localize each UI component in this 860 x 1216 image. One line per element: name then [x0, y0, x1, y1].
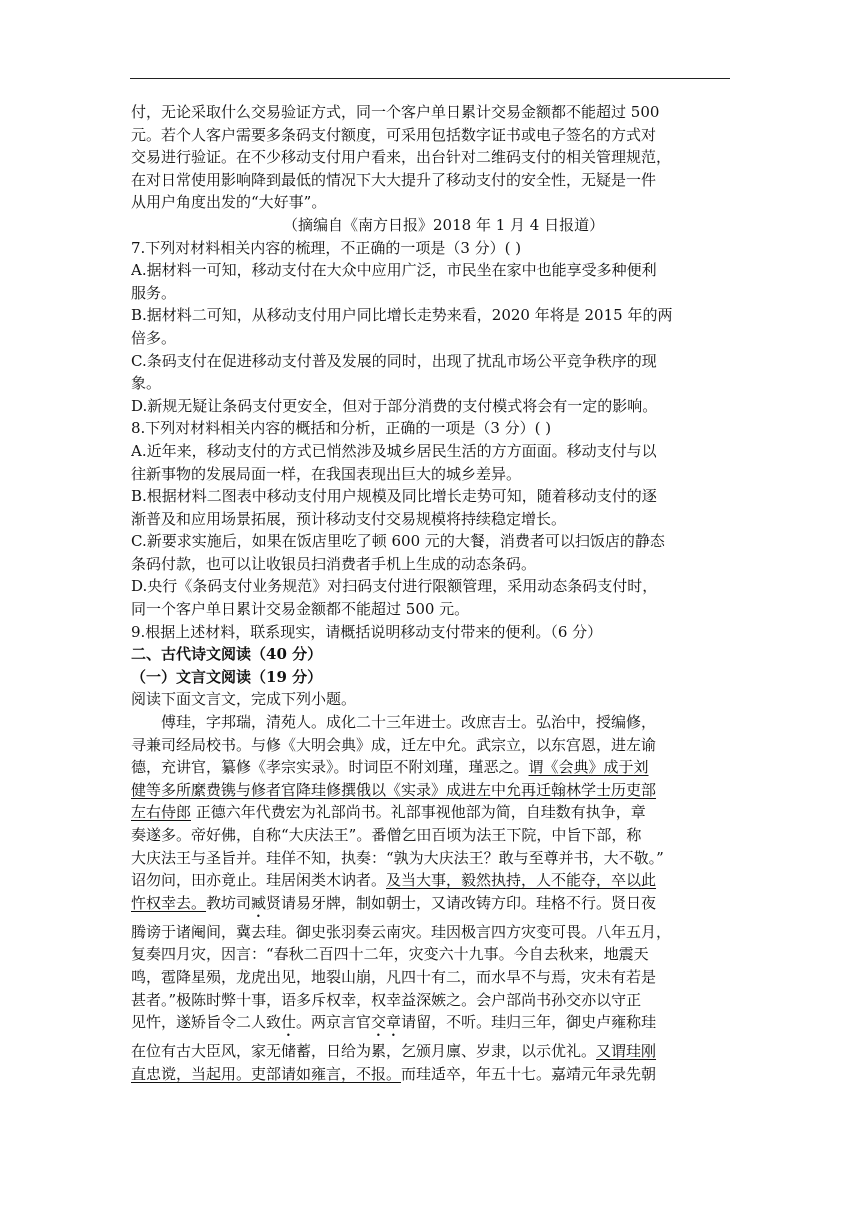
classical-text-line: 大庆法王与圣旨并。珪佯不知，执奏：“孰为大庆法王？敢与至尊并书，大不敬。” [131, 848, 664, 867]
source-citation: （摘编自《南方日报》2018 年 1 月 4 日报道） [283, 215, 605, 234]
q8-option-a: A.近年来，移动支付的方式已悄然涉及城乡居民生活的方方面面。移动支付与以 [131, 441, 657, 460]
classical-text-line [131, 869, 731, 892]
text-line: 付，无论采取什么交易验证方式，同一个客户单日累计交易金额都不能超过 500 [131, 103, 660, 121]
underlined-sentence: 又谓珪刚 [596, 1042, 657, 1061]
text-segment: 请留，不听。珪归三年，御史卢雍称珪 [401, 1013, 657, 1032]
dotted-char: 仕 [281, 1013, 297, 1032]
q7-option-b-cont: 倍多。 [131, 328, 177, 347]
q8-option-d: D.央行《条码支付业务规范》对扫码支付进行限额管理，采用动态条码支付时， [131, 577, 658, 596]
section-heading: 二、古代诗文阅读（40 分） [131, 645, 323, 664]
underlined-sentence: 谓《会典》成于刘 [528, 758, 649, 777]
text-segment: 正德六年代费宏为礼部尚书。礼部事视他部为简，自珪数有执争，章 [191, 803, 646, 822]
text-segment: 贤请易牙牌，制如朝士，又请改铸方印。珪格不行。贤日夜 [266, 893, 657, 912]
underlined-sentence: 忤权幸去。 [131, 893, 207, 912]
text-line: 元。若个人客户需要多条码支付额度，可采用包括数字证书或电子签名的方式对 [131, 125, 657, 144]
question-7: 7.下列对材料相关内容的梳理，不正确的一项是（3 分）( ) [131, 238, 522, 257]
q8-option-a-cont: 往新事物的发展局面一样，在我国表现出巨大的城乡差异。 [131, 464, 522, 483]
classical-text-line [131, 711, 731, 734]
q8-option-c-cont: 条码付款，也可以让收银员扫消费者手机上生成的动态条码。 [131, 554, 537, 573]
document-body [131, 101, 731, 1085]
q7-option-a: A.据材料一可知，移动支付在大众中应用广泛，市民坐在家中也能享受多种便利 [131, 261, 657, 280]
classical-text-line: 鸣，雹降星殒，龙虎出见，地裂山崩，凡四十有二，而水旱不与焉，灾未有若是 [131, 967, 657, 986]
text-segment: 。两京言官 [296, 1013, 372, 1032]
text-segment: 见忤，遂矫旨令二人致 [131, 1013, 282, 1032]
classical-text-line [131, 1040, 731, 1063]
text-line: 在对日常使用影响降到最低的情况下大大提升了移动支付的安全性，无疑是一件 [131, 170, 657, 189]
dotted-word: 交章 [371, 1013, 402, 1032]
header-rule [130, 78, 730, 79]
underlined-sentence: 健等多所縻费镌与修者官降珪修撰俄以《实录》成进左中允再迁翰林学士历吏部 [131, 780, 657, 799]
reading-instruction: 阅读下面文言文，完成下列小题。 [131, 690, 357, 709]
q7-option-a-cont: 服务。 [131, 283, 177, 302]
text-line: 交易进行验证。在不少移动支付用户看来，出台针对二维码支付的相关管理规范， [131, 148, 672, 167]
q7-option-c-cont: 象。 [131, 374, 162, 393]
classical-text-line [131, 892, 731, 921]
classical-text-line [131, 1011, 731, 1040]
subsection-heading: （一）文言文阅读（19 分） [131, 667, 323, 686]
text-segment: 而珪适卒，年五十七。嘉靖元年录先朝 [401, 1064, 657, 1083]
classical-text-line [131, 756, 731, 779]
q8-option-d-cont: 同一个客户单日累计交易金额都不能超过 500 元。 [131, 600, 470, 619]
classical-text-line [131, 801, 731, 824]
text-line: 从用户角度出发的“大好事”。 [131, 193, 327, 212]
q7-option-d: D.新规无疑让条码支付更安全，但对于部分消费的支付模式将会有一定的影响。 [131, 396, 658, 415]
classical-text-line: 复奏四月灾，因言：“春秋二百四十二年，灾变六十九事。今自去秋来，地震天 [131, 945, 649, 964]
source-citation-line [131, 214, 731, 237]
text-segment: 在位有古大臣风，家无储蓄，日给为累，乞颁月廪、岁隶，以示优礼。 [131, 1042, 597, 1061]
underlined-sentence: 直忠谠，当起用。吏部请如雍言，不报。 [131, 1064, 402, 1083]
question-8: 8.下列对材料相关内容的概括和分析，正确的一项是（3 分）( ) [131, 419, 552, 438]
classical-text-line: 奏遂多。帝好佛，自称“大庆法王”。番僧乞田百顷为法王下院，中旨下部，称 [131, 826, 642, 844]
classical-text-line: 甚者。”极陈时弊十事，语多斥权幸，权幸益深嫉之。会户部尚书孙交亦以守正 [131, 990, 642, 1009]
classical-text-line [131, 779, 731, 802]
text-segment: 傅珪，字邦瑞，清苑人。成化二十三年进士。改庶吉士。弘治中，授编修， [161, 713, 657, 732]
underlined-sentence: 左右侍郎 [131, 803, 192, 822]
classical-text-line: 寻兼司经局校书。与修《大明会典》成，迁左中允。武宗立，以东宫恩，进左谕 [131, 735, 657, 754]
text-segment: 教坊司 [206, 893, 252, 912]
q7-option-c: C.条码支付在促进移动支付普及发展的同时，出现了扰乱市场公平竞争秩序的现 [131, 351, 657, 370]
question-9: 9.根据上述材料，联系现实，请概括说明移动支付带来的便利。（6 分） [131, 622, 603, 641]
dotted-char: 臧 [251, 893, 267, 912]
classical-text-line [131, 1063, 731, 1086]
q8-option-c: C.新要求实施后，如果在饭店里吃了顿 600 元的大餐，消费者可以扫饭店的静态 [131, 532, 665, 551]
q8-option-b: B.根据材料二图表中移动支付用户规模及同比增长走势可知，随着移动支付的逐 [131, 487, 657, 506]
q7-option-b: B.据材料二可知，从移动支付用户同比增长走势来看，2020 年将是 2015 年的两 [131, 306, 673, 325]
text-segment: 德，充讲官，纂修《孝宗实录》。时词臣不附刘瑾，瑾恶之。 [131, 758, 529, 777]
q8-option-b-cont: 渐普及和应用场景拓展，预计移动支付交易规模将持续稳定增长。 [131, 509, 567, 528]
text-segment: 诏勿问，田亦竟止。珪居闲类木讷者。 [131, 871, 387, 890]
underlined-sentence: 及当大事，毅然执持，人不能夺，卒以此 [386, 871, 657, 890]
classical-text-line: 腾谤于诸阉间，冀去珪。御史张羽奏云南灾。珪因极言四方灾变可畏。八年五月， [131, 922, 672, 941]
